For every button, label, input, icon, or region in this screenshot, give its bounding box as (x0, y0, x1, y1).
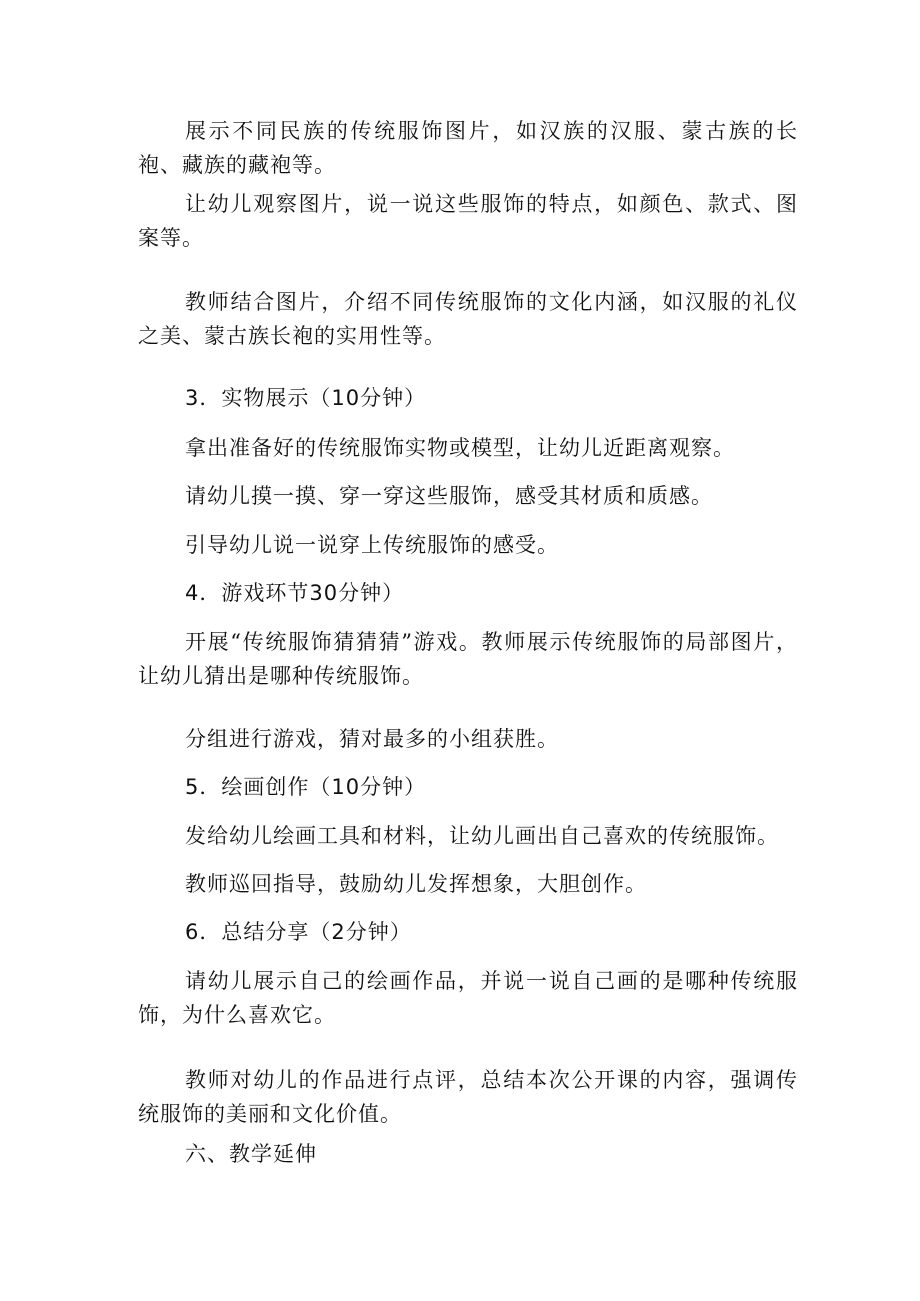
paragraph-cultural-meaning: 教师结合图片，介绍不同传统服饰的文化内涵，如汉服的礼仪之美、蒙古族长袍的实用性等。 (138, 290, 798, 348)
section-heading-game: 4．游戏环节30分钟） (185, 581, 405, 605)
paragraph-show-works: 请幼儿展示自己的绘画作品，并说一说自己画的是哪种传统服饰，为什么喜欢它。 (138, 969, 798, 1027)
paragraph-observe-images: 让幼儿观察图片，说一说这些服饰的特点，如颜色、款式、图案等。 (138, 192, 798, 250)
paragraph-guessing-game: 开展“传统服饰猜猜猜”游戏。教师展示传统服饰的局部图片，让幼儿猜出是哪种传统服饰。 (138, 630, 798, 688)
section-heading-summary: 6．总结分享（2分钟） (185, 920, 412, 944)
paragraph-teacher-guidance: 教师巡回指导，鼓励幼儿发挥想象，大胆创作。 (185, 872, 647, 896)
paragraph-teacher-review: 教师对幼儿的作品进行点评，总结本次公开课的内容，强调传统服饰的美丽和文化价值。 (138, 1068, 798, 1126)
paragraph-costume-images: 展示不同民族的传统服饰图片，如汉族的汉服、蒙古族的长袍、藏族的藏袍等。 (138, 119, 798, 177)
paragraph-touch-try: 请幼儿摸一摸、穿一穿这些服饰，感受其材质和质感。 (185, 484, 713, 508)
section-heading-extension: 六、教学延伸 (185, 1142, 317, 1166)
paragraph-share-feeling: 引导幼儿说一说穿上传统服饰的感受。 (185, 533, 559, 557)
paragraph-bring-objects: 拿出准备好的传统服饰实物或模型，让幼儿近距离观察。 (185, 436, 735, 460)
section-heading-drawing: 5．绘画创作（10分钟） (185, 775, 427, 799)
paragraph-group-game: 分组进行游戏，猜对最多的小组获胜。 (185, 727, 559, 751)
section-heading-physical-display: 3．实物展示（10分钟） (185, 386, 427, 410)
paragraph-drawing-tools: 发给幼儿绘画工具和材料，让幼儿画出自己喜欢的传统服饰。 (185, 824, 779, 848)
